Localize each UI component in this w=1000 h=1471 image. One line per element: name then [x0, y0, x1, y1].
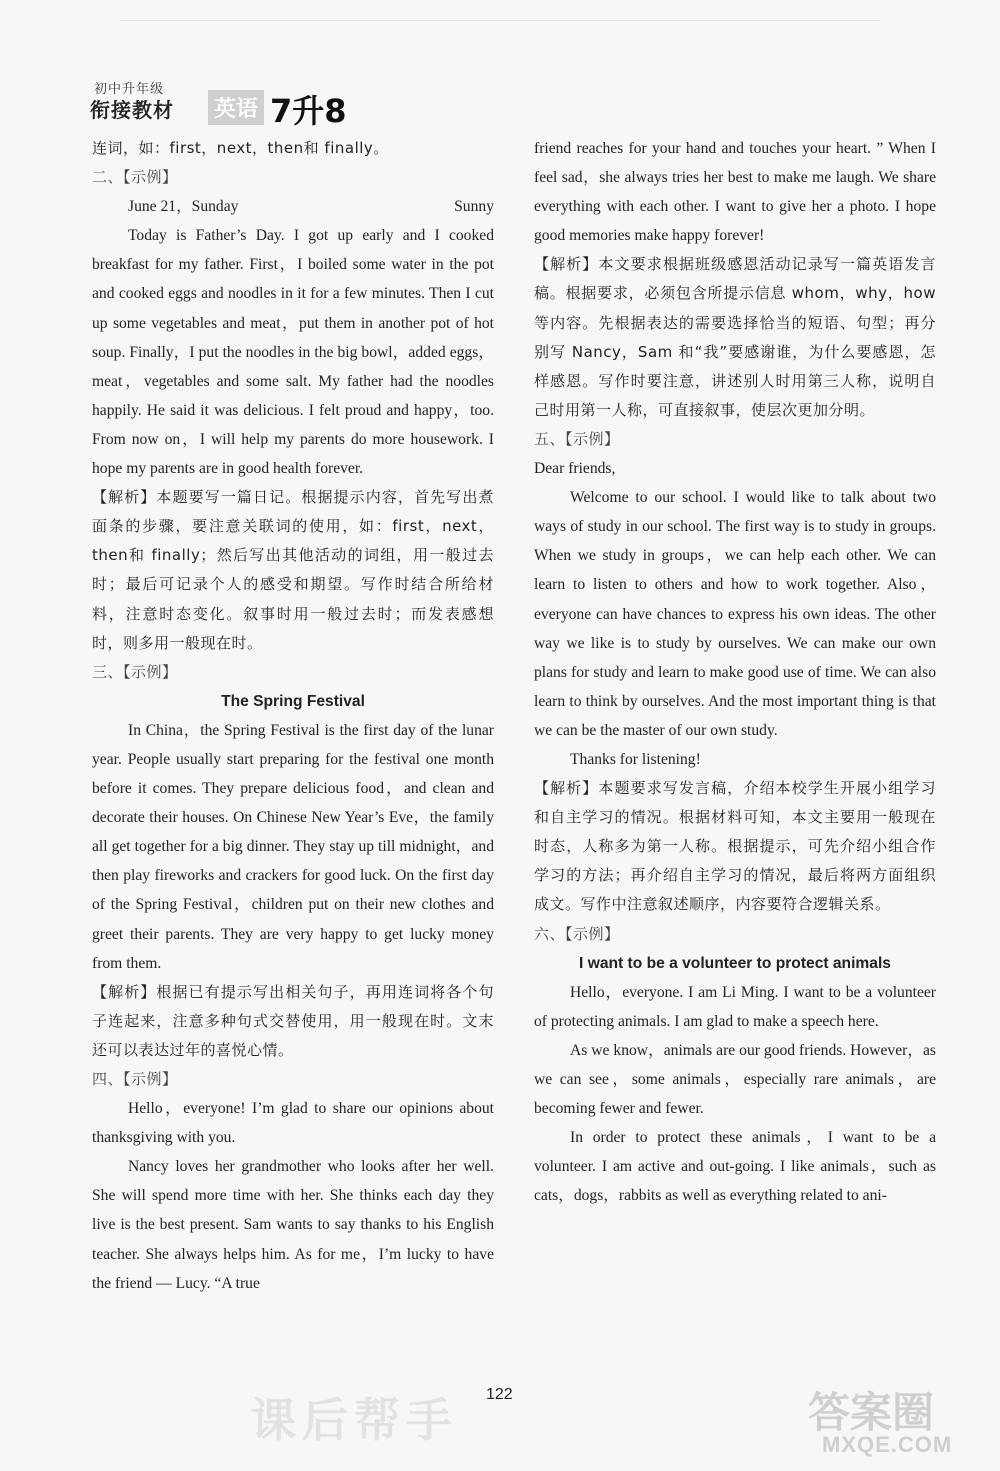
section-label: 四、【示例】: [92, 1070, 178, 1088]
essay-title: I want to be a volunteer to protect animals: [579, 954, 891, 972]
diary-weather: Sunny: [454, 198, 494, 216]
paragraph: Hello，everyone. I am Li Ming. I want to be a volunteer of protecting animals. I am glad to make a speech here.: [534, 983, 936, 1030]
watermark-logo: 答案圈: [808, 1388, 935, 1437]
paragraph: Nancy loves her grandmother who looks after her well. She will spend more time with her. She thinks each day they live is the best present. Sam wants to say thanks to his English teacher. She always helps him. As for me，I’m lucky to have the friend — Lucy. “A true: [92, 1158, 494, 1292]
header-subtitle: 初中升年级: [94, 82, 165, 97]
analysis: 【解析】本题要求写发言稿，介绍本校学生开展小组学习和自主学习的情况。根据材料可知，本文主要用一般现在时态，人称多为第一人称。根据提示，可先介绍小组合作学习的方法；再介绍自主学习的情况，最后将两方面组织成文。写作中注意叙述顺序，内容要符合逻辑关系。: [534, 779, 936, 914]
subject-tag: 英语: [208, 90, 264, 125]
analysis: 【解析】根据已有提示写出相关句子，再用连词将各个句子连起来，注意多种句式交替使用，用一般现在时。文末还可以表达过年的喜悦心情。: [92, 982, 494, 1059]
watermark-left: 课后帮手: [250, 1393, 458, 1447]
paragraph: friend reaches for your hand and touches your heart. ” When I feel sad，she always tries her best to make me laugh. We share everything with each other. I want to give her a photo. I hope good memories make happy forever!: [534, 140, 936, 245]
letter-greeting: Dear friends,: [534, 460, 616, 478]
section-label: 五、【示例】: [534, 429, 620, 448]
watermark-url: MXQE.COM: [822, 1432, 953, 1457]
analysis: 【解析】本文要求根据班级感恩活动记录写一篇英语发言稿。根据要求，必须包含所提示信息 whom，why，how 等内容。先根据表达的需要选择恰当的短语、句型；再分别写 Nancy，Sam 和“我”要感谢谁，为什么要感恩，怎样感恩。写作时要注意，讲述别人时用第三人称，说明自己时用第一人称，可直接叙事，使层次更加分明。: [534, 255, 936, 419]
essay-title: The Spring Festival: [221, 692, 365, 710]
paragraph: Today is Father’s Day. I got up early and I cooked breakfast for my father. First，I boiled some water in the pot and cooked eggs and noodles in it for a few minutes. Then I cut up some vegetables and meat，put them in another pot of hot soup. Finally，I put the noodles in the big bowl，added eggs，meat，vegetables and some salt. My father had the noodles happily. He said it was delicious. I felt proud and happy，too. From now on，I will help my parents do more housework. I hope my parents are in good health forever.: [92, 227, 494, 478]
page-number: 122: [486, 1386, 513, 1403]
book-header: [90, 78, 350, 138]
top-rule: [120, 20, 880, 21]
section-label: 三、【示例】: [92, 662, 178, 681]
diary-date: June 21，Sunday: [128, 198, 239, 216]
paragraph: As we know，animals are our good friends. However，as we can see，some animals，especially rare animals，are becoming fewer and fewer.: [534, 1041, 936, 1118]
paragraph: Hello，everyone! I’m glad to share our opinions about thanksgiving with you.: [92, 1100, 494, 1147]
grade-label: 7升8: [270, 92, 347, 130]
paragraph: 连词，如：first，next，then和 finally。: [92, 139, 389, 157]
section-label: 二、【示例】: [92, 168, 178, 187]
paragraph: In China，the Spring Festival is the first day of the lunar year. People usually start preparing for the festival one month before it comes. They prepare delicious food，and clean and decorate their houses. On Chinese New Year’s Eve，the family all get together for a big dinner. They stay up till midnight，and then play fireworks and crackers for good luck. On the first day of the Spring Festival，children put on their new clothes and greet their parents. They are very happy to get lucky money from them.: [92, 721, 494, 972]
header-title: 衔接教材: [90, 98, 174, 122]
letter-closing: Thanks for listening!: [570, 750, 701, 768]
left-column: [92, 134, 494, 1298]
right-column: [534, 134, 936, 1210]
diary-date-line: [92, 192, 494, 221]
paragraph: Welcome to our school. I would like to talk about two ways of study in our school. The first way is to study in groups. When we study in groups，we can help each other. We can learn to listen to others and how to work together. Also，everyone can have chances to express his own ideas. The other way we like is to study by ourselves. We can make our own plans for study and learn to make good use of time. We can also learn to think by ourselves. And the most important thing is that we can be the master of our own study.: [534, 489, 936, 739]
analysis: 【解析】本题要写一篇日记。根据提示内容，首先写出煮面条的步骤，要注意关联词的使用，如：first，next，then和 finally；然后写出其他活动的词组，用一般过去时；最后可记录个人的感受和期望。写作时结合所给材料，注意时态变化。叙事时用一般过去时；而发表感想时，则多用一般现在时。: [92, 488, 494, 652]
section-label: 六、【示例】: [534, 924, 620, 943]
paragraph: In order to protect these animals，I want to be a volunteer. I am active and out-going. I like animals，such as cats，dogs，rabbits as well as everything related to ani-: [534, 1129, 936, 1205]
